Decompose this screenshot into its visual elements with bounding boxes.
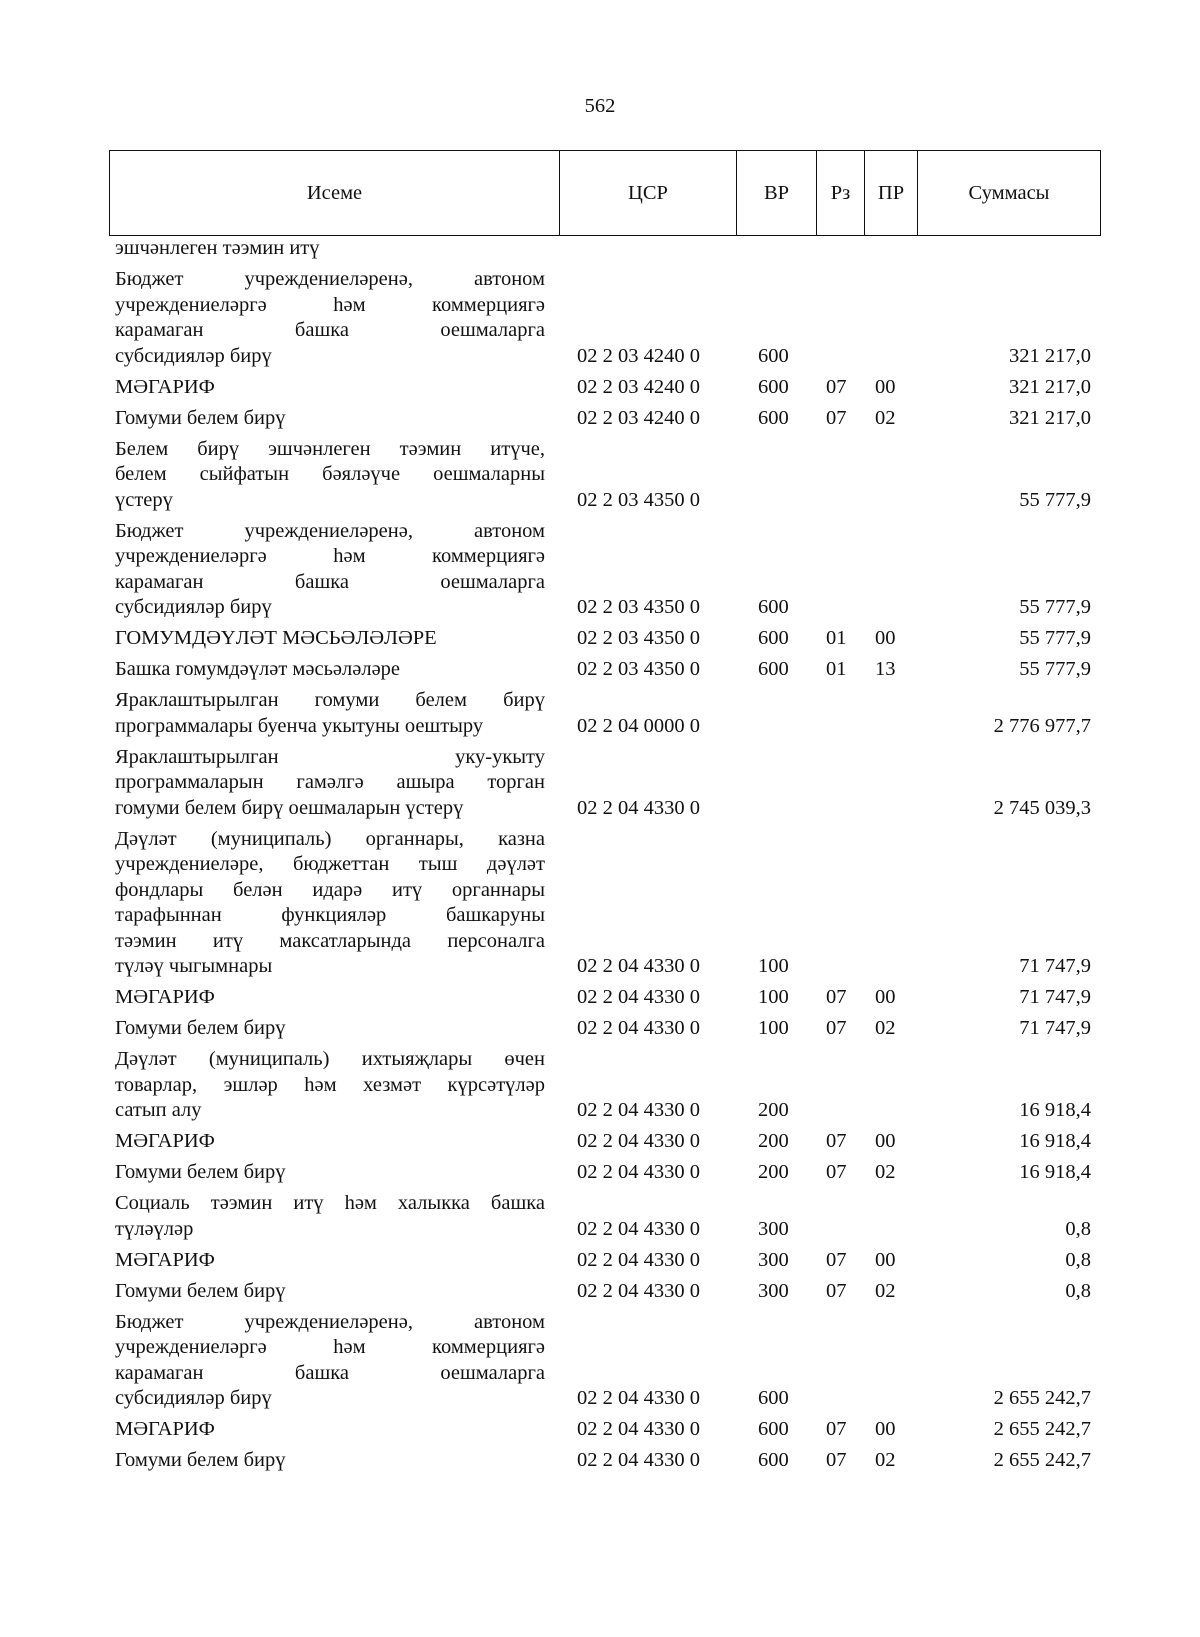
row-sum: 16 918,4 [1019, 1161, 1091, 1183]
row-name [115, 985, 545, 1011]
row-pr: 00 [875, 1248, 896, 1271]
row-rz: 07 [826, 1449, 847, 1471]
row-name [115, 236, 545, 262]
table-row [0, 683, 1200, 740]
row-csr: 02 2 04 4330 0 [577, 1099, 700, 1121]
table-header [109, 150, 1101, 236]
row-name-line: МӘГАРИФ [115, 375, 215, 398]
row-name-line: түләү чыгымнары [115, 955, 273, 977]
row-sum: 71 747,9 [1019, 955, 1091, 977]
row-csr: 02 2 04 4330 0 [577, 1017, 700, 1039]
row-name [115, 1047, 545, 1124]
table-row [0, 431, 1200, 513]
row-name [115, 1129, 545, 1155]
row-name-line: фондлары белән идарә итү органнары [115, 878, 545, 901]
row-name [115, 267, 545, 369]
row-name [115, 688, 545, 739]
header-sum: Суммасы [918, 151, 1101, 236]
table-row [0, 1186, 1200, 1243]
row-vr: 100 [758, 1017, 789, 1039]
row-csr: 02 2 04 4330 0 [577, 1130, 700, 1152]
row-name-line: тәэмин итү максатларында персоналга [115, 929, 545, 952]
row-pr: 00 [875, 986, 896, 1008]
row-csr: 02 2 04 4330 0 [577, 986, 700, 1008]
row-name-line: Бюджет учреждениеләренә, автоном [115, 519, 545, 542]
row-sum: 321 217,0 [1009, 375, 1091, 398]
row-name-line: Башка гомумдәүләт мәсьәләләре [115, 658, 401, 680]
row-name-line: Яраклаштырылган уку-укыту [115, 745, 545, 768]
row-sum: 2 745 039,3 [993, 796, 1091, 819]
row-sum: 321 217,0 [1009, 406, 1091, 429]
row-vr: 200 [758, 1099, 789, 1121]
row-name-line: МӘГАРИФ [115, 986, 215, 1008]
row-name-line: Дәүләт (муниципаль) органнары, казна [115, 827, 545, 850]
row-csr: 02 2 03 4240 0 [577, 375, 700, 398]
row-sum: 0,8 [1065, 1217, 1091, 1240]
row-name [115, 827, 545, 980]
row-vr: 200 [758, 1161, 789, 1183]
row-name [115, 1448, 545, 1474]
row-vr: 200 [758, 1130, 789, 1152]
row-csr: 02 2 04 4330 0 [577, 1217, 700, 1240]
row-name-line: субсидияләр бирү [115, 1387, 272, 1409]
row-name [115, 1279, 545, 1305]
row-pr: 02 [875, 1161, 896, 1183]
row-sum: 321 217,0 [1009, 344, 1091, 367]
row-sum: 2 776 977,7 [993, 714, 1091, 737]
row-sum: 55 777,9 [1019, 596, 1091, 618]
row-name-line: учреждениеләргә һәм коммерциягә [115, 293, 545, 316]
row-sum: 0,8 [1065, 1248, 1091, 1271]
row-pr: 02 [875, 406, 896, 429]
row-rz: 07 [826, 1017, 847, 1039]
row-pr: 02 [875, 1017, 896, 1039]
header-name: Исеме [110, 151, 560, 236]
page-number: 562 [584, 95, 616, 117]
row-sum: 71 747,9 [1019, 986, 1091, 1008]
row-rz: 07 [826, 1130, 847, 1152]
row-csr: 02 2 03 4240 0 [577, 406, 700, 429]
row-name-line: ГОМУМДӘҮЛӘТ МӘСЬӘЛӘЛӘРЕ [115, 627, 437, 649]
row-rz: 07 [826, 406, 847, 429]
row-rz: 01 [826, 627, 847, 649]
row-rz: 01 [826, 658, 847, 680]
row-name-line: тарафыннан функцияләр башкаруны [115, 904, 545, 926]
row-name [115, 437, 545, 514]
row-vr: 600 [758, 406, 789, 429]
table-row [0, 621, 1200, 652]
row-sum: 0,8 [1065, 1279, 1091, 1302]
row-name-line: товарлар, эшләр һәм хезмәт күрсәтүләр [115, 1073, 545, 1096]
table-row [0, 652, 1200, 683]
row-name-line: үстерү [115, 488, 173, 511]
row-csr: 02 2 04 4330 0 [577, 1418, 700, 1440]
row-name-line: белем сыйфатын бәяләүче оешмаларны [115, 463, 545, 485]
table-row [0, 236, 1200, 262]
row-rz: 07 [826, 1161, 847, 1183]
row-name-line: МӘГАРИФ [115, 1418, 215, 1440]
row-name-line: карамаган башка оешмаларга [115, 1361, 545, 1384]
row-name-line: Бюджет учреждениеләренә, автоном [115, 268, 545, 290]
row-vr: 100 [758, 986, 789, 1008]
row-csr: 02 2 03 4240 0 [577, 344, 700, 367]
row-name-line: субсидияләр бирү [115, 344, 272, 367]
row-name-line: Гомуми белем бирү [115, 1449, 286, 1471]
header-pr: ПР [865, 151, 918, 236]
row-vr: 600 [758, 658, 789, 680]
table-row [0, 1011, 1200, 1042]
table-row [0, 821, 1200, 980]
row-name [115, 1417, 545, 1443]
row-sum: 2 655 242,7 [993, 1418, 1091, 1440]
table-row [0, 1304, 1200, 1412]
row-rz: 07 [826, 375, 847, 398]
row-sum: 2 655 242,7 [993, 1387, 1091, 1409]
row-name-line: учреждениеләргә һәм коммерциягә [115, 545, 545, 567]
row-csr: 02 2 04 4330 0 [577, 1248, 700, 1271]
row-name-line: түләүләр [115, 1217, 194, 1240]
row-pr: 00 [875, 627, 896, 649]
row-sum: 71 747,9 [1019, 1017, 1091, 1039]
row-name [115, 1248, 545, 1274]
table-row [0, 1273, 1200, 1304]
row-name-line: программаларын гамәлгә ашыра торган [115, 771, 545, 793]
row-name [115, 1016, 545, 1042]
table-row [0, 1124, 1200, 1155]
row-name-line: Гомуми белем бирү [115, 1017, 286, 1039]
row-vr: 600 [758, 375, 789, 398]
row-name [115, 375, 545, 401]
row-vr: 600 [758, 1449, 789, 1471]
row-name-line: Социаль тәэмин итү һәм халыкка башка [115, 1192, 545, 1214]
row-name-line: МӘГАРИФ [115, 1130, 215, 1152]
row-csr: 02 2 03 4350 0 [577, 488, 700, 511]
header-rz: Рз [817, 151, 865, 236]
row-name-line: карамаган башка оешмаларга [115, 319, 545, 341]
row-vr: 300 [758, 1248, 789, 1271]
row-csr: 02 2 04 0000 0 [577, 714, 700, 737]
table-row [0, 1242, 1200, 1273]
row-name-line: учреждениеләре, бюджеттан тыш дәүләт [115, 853, 545, 875]
row-name [115, 626, 545, 652]
row-sum: 55 777,9 [1019, 627, 1091, 649]
row-pr: 02 [875, 1449, 896, 1471]
header-csr: ЦСР [560, 151, 737, 236]
row-name-line: Яраклаштырылган гомуми белем бирү [115, 689, 545, 711]
row-vr: 600 [758, 596, 789, 618]
table-row [0, 739, 1200, 821]
row-name-line: учреждениеләргә һәм коммерциягә [115, 1336, 545, 1358]
row-name-line: Бюджет учреждениеләренә, автоном [115, 1310, 545, 1333]
row-csr: 02 2 03 4350 0 [577, 627, 700, 649]
row-sum: 16 918,4 [1019, 1099, 1091, 1121]
row-name-line: МӘГАРИФ [115, 1248, 215, 1271]
row-name [115, 406, 545, 432]
row-sum: 55 777,9 [1019, 658, 1091, 680]
header-vr: ВР [737, 151, 817, 236]
row-rz: 07 [826, 1248, 847, 1271]
table-row [0, 980, 1200, 1011]
row-name-line: Гомуми белем бирү [115, 1161, 286, 1183]
row-vr: 300 [758, 1279, 789, 1302]
row-vr: 600 [758, 344, 789, 367]
row-csr: 02 2 04 4330 0 [577, 1279, 700, 1302]
table-row [0, 369, 1200, 400]
table-row [0, 513, 1200, 621]
row-pr: 00 [875, 1418, 896, 1440]
row-name [115, 519, 545, 621]
row-vr: 600 [758, 1387, 789, 1409]
row-sum: 2 655 242,7 [993, 1449, 1091, 1471]
row-name-line: эшчәнлеген тәэмин итү [115, 237, 320, 259]
row-pr: 13 [875, 658, 896, 680]
row-csr: 02 2 03 4350 0 [577, 658, 700, 680]
row-name [115, 657, 545, 683]
row-vr: 600 [758, 627, 789, 649]
table-row [0, 1155, 1200, 1186]
row-pr: 00 [875, 375, 896, 398]
row-vr: 600 [758, 1418, 789, 1440]
table-row [0, 262, 1200, 370]
row-pr: 00 [875, 1130, 896, 1152]
row-name [115, 1160, 545, 1186]
row-name [115, 1310, 545, 1412]
row-name-line: сатып алу [115, 1099, 202, 1121]
row-csr: 02 2 04 4330 0 [577, 796, 700, 819]
row-csr: 02 2 04 4330 0 [577, 1449, 700, 1471]
row-vr: 300 [758, 1217, 789, 1240]
row-name [115, 745, 545, 822]
row-sum: 55 777,9 [1019, 488, 1091, 511]
row-csr: 02 2 03 4350 0 [577, 596, 700, 618]
table-row [0, 1042, 1200, 1124]
row-name [115, 1191, 545, 1242]
row-sum: 16 918,4 [1019, 1130, 1091, 1152]
row-name-line: программалары буенча укытуны оештыру [115, 714, 484, 737]
table-body [0, 236, 1200, 1474]
table-row [0, 400, 1200, 431]
row-name-line: гомуми белем бирү оешмаларын үстерү [115, 796, 464, 819]
table-row [0, 1412, 1200, 1443]
row-name-line: карамаган башка оешмаларга [115, 570, 545, 593]
row-name-line: субсидияләр бирү [115, 596, 272, 618]
row-name-line: Гомуми белем бирү [115, 406, 286, 429]
row-name-line: Гомуми белем бирү [115, 1279, 286, 1302]
row-pr: 02 [875, 1279, 896, 1302]
row-name-line: Белем бирү эшчәнлеген тәэмин итүче, [115, 437, 545, 460]
row-rz: 07 [826, 986, 847, 1008]
row-rz: 07 [826, 1279, 847, 1302]
row-vr: 100 [758, 955, 789, 977]
row-rz: 07 [826, 1418, 847, 1440]
row-csr: 02 2 04 4330 0 [577, 955, 700, 977]
row-csr: 02 2 04 4330 0 [577, 1387, 700, 1409]
row-csr: 02 2 04 4330 0 [577, 1161, 700, 1183]
row-name-line: Дәүләт (муниципаль) ихтыяҗлары өчен [115, 1048, 545, 1070]
table-row [0, 1443, 1200, 1474]
